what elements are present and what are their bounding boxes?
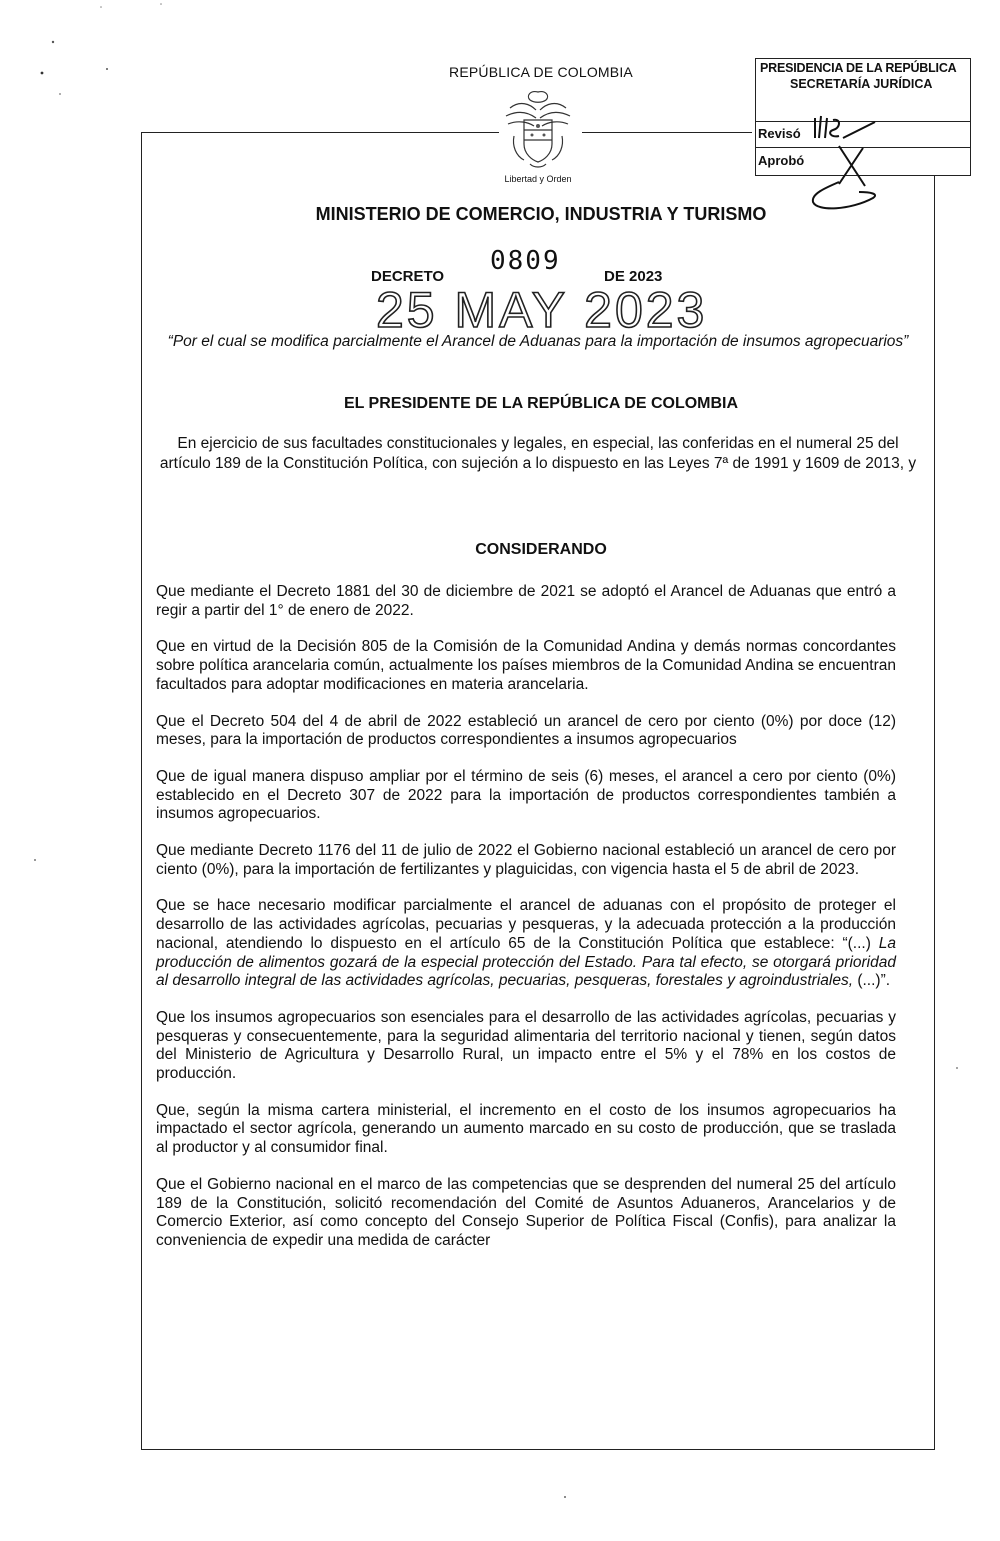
republic-heading: REPÚBLICA DE COLOMBIA bbox=[449, 64, 633, 80]
paragraph: Que mediante Decreto 1176 del 11 de julio de 2022 el Gobierno nacional estableció un arancel de cero por ciento (0%), para la importación de fertilizantes y plaguicidas, con vigencia hasta el 5 de abril de 2023. bbox=[156, 842, 896, 878]
paragraph: Que mediante el Decreto 1881 del 30 de diciembre de 2021 se adoptó el Arancel de Aduanas que entró a regir a partir del 1° de enero de 2022. bbox=[156, 583, 896, 619]
president-heading: EL PRESIDENTE DE LA REPÚBLICA DE COLOMBIA bbox=[343, 395, 739, 412]
stamp-reviewed-label: Revisó bbox=[758, 126, 801, 141]
paragraph: Que los insumos agropecuarios son esenciales para el desarrollo de las actividades agrícolas, pecuarias y pesqueras y consecuentemente, para la seguridad alimentaria del territorio nacional y tienen, según datos del Ministerio de Agricultura y Desarrollo Rural, un impacto entre el 5% y el 78% en los costos de producción. bbox=[156, 1008, 896, 1083]
paragraph-lead: Que se hace necesario modificar parcialmente el arancel de aduanas con el propósito de proteger el desarrollo de las actividades agrícolas, pecuarias y pesqueras, y la adecuada protección a la producción nacional, atendiendo lo dispuesto en el artículo 65 de la Constitución Política que establece: “(...) bbox=[156, 897, 896, 952]
quote-tail: (...)”. bbox=[853, 972, 891, 990]
paragraph: Que el Decreto 504 del 4 de abril de 2022 estableció un arancel de cero por ciento (0%) por doce (12) meses, para la importación de productos correspondientes a insumos agropecuarios bbox=[156, 712, 896, 749]
date-stamp: 25 MAY 2023 bbox=[376, 282, 708, 338]
stamp-approved-label: Aprobó bbox=[758, 153, 805, 168]
ministry-heading: MINISTERIO DE COMERCIO, INDUSTRIA Y TURISMO bbox=[315, 204, 767, 224]
constitution-quote: La producción de alimentos gozará de la especial protección del Estado. Para tal efecto, se otorgará prioridad al desarrollo integral de las actividades agrícolas, pecuarias, pesqueras, forestales y agroindustriales, bbox=[156, 934, 896, 990]
paragraph: Que, según la misma cartera ministerial, el incremento en el costo de los insumos agropecuarios ha impactado el sector agrícola, generando un aumento marcado en su costo de producción, que se traslada al productor y al consumidor final. bbox=[156, 1101, 896, 1157]
coat-of-arms-icon bbox=[500, 86, 576, 172]
decree-year: DE 2023 bbox=[604, 268, 663, 285]
considerations-body bbox=[156, 583, 896, 1269]
stamp-secretariat: SECRETARÍA JURÍDICA bbox=[790, 77, 933, 91]
powers-clause: En ejercicio de sus facultades constitucionales y legales, en especial, las conferidas en el numeral 25 del artículo 189 de la Constitución Política, con sujeción a lo dispuesto en las Leyes 7ª de 1991 y 1609 de 2013, y bbox=[159, 435, 917, 472]
motto: Libertad y Orden bbox=[504, 174, 572, 184]
decree-number: 0809 bbox=[490, 246, 561, 276]
signature-icon bbox=[755, 108, 885, 213]
paragraph: Que en virtud de la Decisión 805 de la Comisión de la Comunidad Andina y demás normas concordantes sobre política arancelaria común, actualmente los países miembros de la Comunidad Andina se encuentran facultados para adoptar modificaciones en materia arancelaria. bbox=[156, 638, 896, 693]
decree-label: DECRETO bbox=[371, 268, 445, 285]
stamp-presidency: PRESIDENCIA DE LA REPÚBLICA bbox=[760, 61, 957, 75]
paragraph: Que de igual manera dispuso ampliar por el término de seis (6) meses, el arancel a cero por ciento (0%) establecido en el Decreto 307 de 2022 para la importación de productos correspondientes también a insumos agropecuarios. bbox=[156, 767, 896, 823]
decree-subject: “Por el cual se modifica parcialmente el Arancel de Aduanas para la importación de insumos agropecuarios” bbox=[167, 333, 909, 350]
paragraph: Que el Gobierno nacional en el marco de las competencias que se desprenden del numeral 25 del artículo 189 de la Constitución, solicitó recomendación del Comité de Asuntos Aduaneros, Arancelarios y de Comercio Exterior, así como concepto del Consejo Superior de Política Fiscal (Confis), para analizar la conveniencia de expedir una medida de carácter bbox=[156, 1175, 896, 1249]
paragraph-constitution bbox=[156, 897, 896, 991]
considering-heading: CONSIDERANDO bbox=[475, 541, 607, 558]
